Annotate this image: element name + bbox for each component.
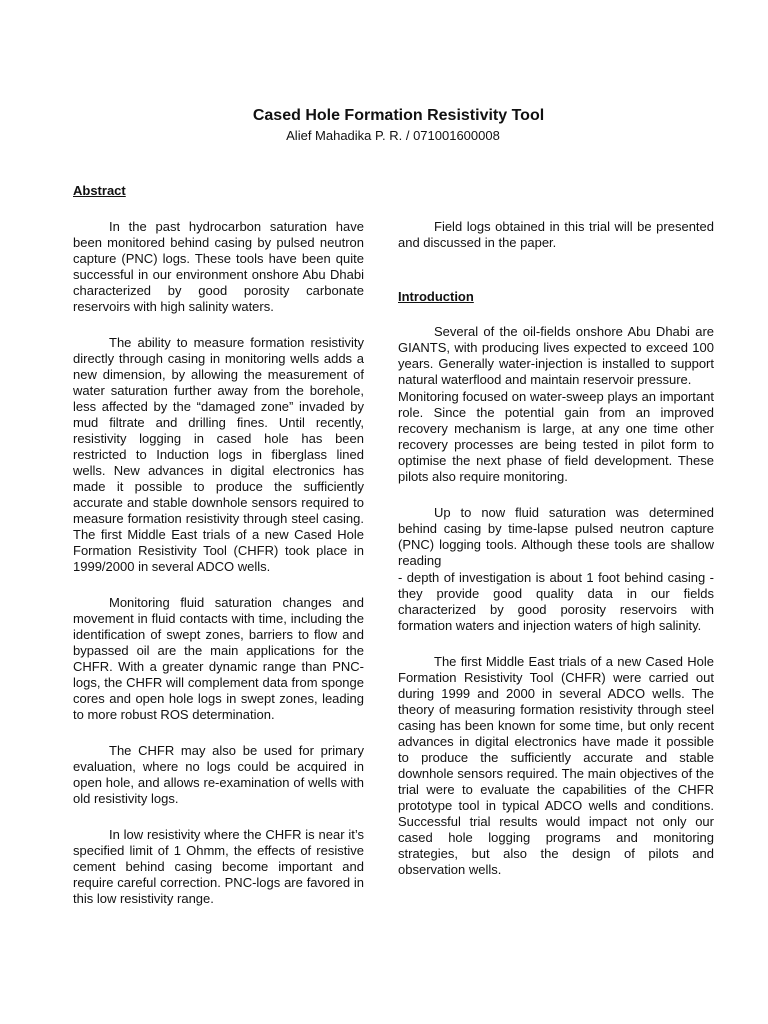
introduction-heading: Introduction	[398, 289, 474, 304]
abstract-paragraph: In the past hydrocarbon saturation have been monitored behind casing by pulsed neutron capture (PNC) logs. These tools have been quite successful in our environment onshore Abu Dhabi characterized by good porosity carbonate reservoirs with high salinity waters.	[73, 219, 364, 314]
abstract-paragraph: Monitoring fluid saturation changes and movement in fluid contacts with time, including the identification of swept zones, barriers to flow and bypassed oil are the main applications for the CHFR. With a greater dynamic range than PNC-logs, the CHFR will complement data from sponge cores and open hole logs in swept zones, leading to more robust ROS determination.	[73, 595, 364, 722]
document-author: Alief Mahadika P. R. / 071001600008	[286, 128, 500, 143]
introduction-paragraph: The first Middle East trials of a new Cased Hole Formation Resistivity Tool (CHFR) were carried out during 1999 and 2000 in several ADCO wells. The theory of measuring formation resistivity through steel casing has been known for some time, but only recent advances in digital electronics have made it possible to produce the sufficiently accurate and stable downhole sensors required. The main objectives of the trial were to evaluate the capabilities of the CHFR prototype tool in typical ADCO wells and conditions. Successful trial results would impact not only our cased hole logging programs and monitoring strategies, but also the design of pilots and observation wells.	[398, 654, 714, 877]
introduction-paragraph: Monitoring focused on water-sweep plays an important role. Since the potential gain from an improved recovery mechanism is large, at any one time other recovery processes are being tested in pilot form to optimise the next phase of field development. These pilots also require monitoring.	[398, 389, 714, 484]
right-column	[398, 219, 714, 878]
abstract-paragraph: In low resistivity where the CHFR is near it’s specified limit of 1 Ohmm, the effects of resistive cement behind casing become important and require careful correction. PNC-logs are favored in this low resistivity range.	[73, 827, 364, 906]
abstract-paragraph: The CHFR may also be used for primary evaluation, where no logs could be acquired in open hole, and allows re-examination of wells with old resistivity logs.	[73, 743, 364, 806]
abstract-paragraph: The ability to measure formation resistivity directly through casing in monitoring wells adds a new dimension, by allowing the measurement of water saturation further away from the borehole, less affected by the “damaged zone” invaded by mud filtrate and drilling fines. Until recently, resistivity logging in cased hole has been restricted to Induction logs in fiberglass lined wells. New advances in digital electronics has made it possible to produce the sufficiently accurate and stable downhole sensors required to measure formation resistivity through steel casing. The first Middle East trials of a new Cased Hole Formation Resistivity Tool (CHFR) took place in 1999/2000 in several ADCO wells.	[73, 335, 364, 574]
introduction-paragraph: - depth of investigation is about 1 foot behind casing - they provide good quality data in our fields characterized by good porosity reservoirs with formation waters and injection waters of high salinity.	[398, 570, 714, 633]
introduction-paragraph: Several of the oil-fields onshore Abu Dhabi are GIANTS, with producing lives expected to exceed 100 years. Generally water-injection is installed to support natural waterflood and maintain reservoir pressure.	[398, 324, 714, 387]
left-column	[73, 219, 364, 907]
document-title: Cased Hole Formation Resistivity Tool	[252, 107, 545, 124]
abstract-paragraph: Field logs obtained in this trial will be presented and discussed in the paper.	[398, 219, 714, 250]
abstract-heading: Abstract	[73, 183, 126, 198]
introduction-paragraph: Up to now fluid saturation was determined behind casing by time-lapse pulsed neutron capture (PNC) logging tools. Although these tools are shallow reading	[398, 505, 714, 568]
